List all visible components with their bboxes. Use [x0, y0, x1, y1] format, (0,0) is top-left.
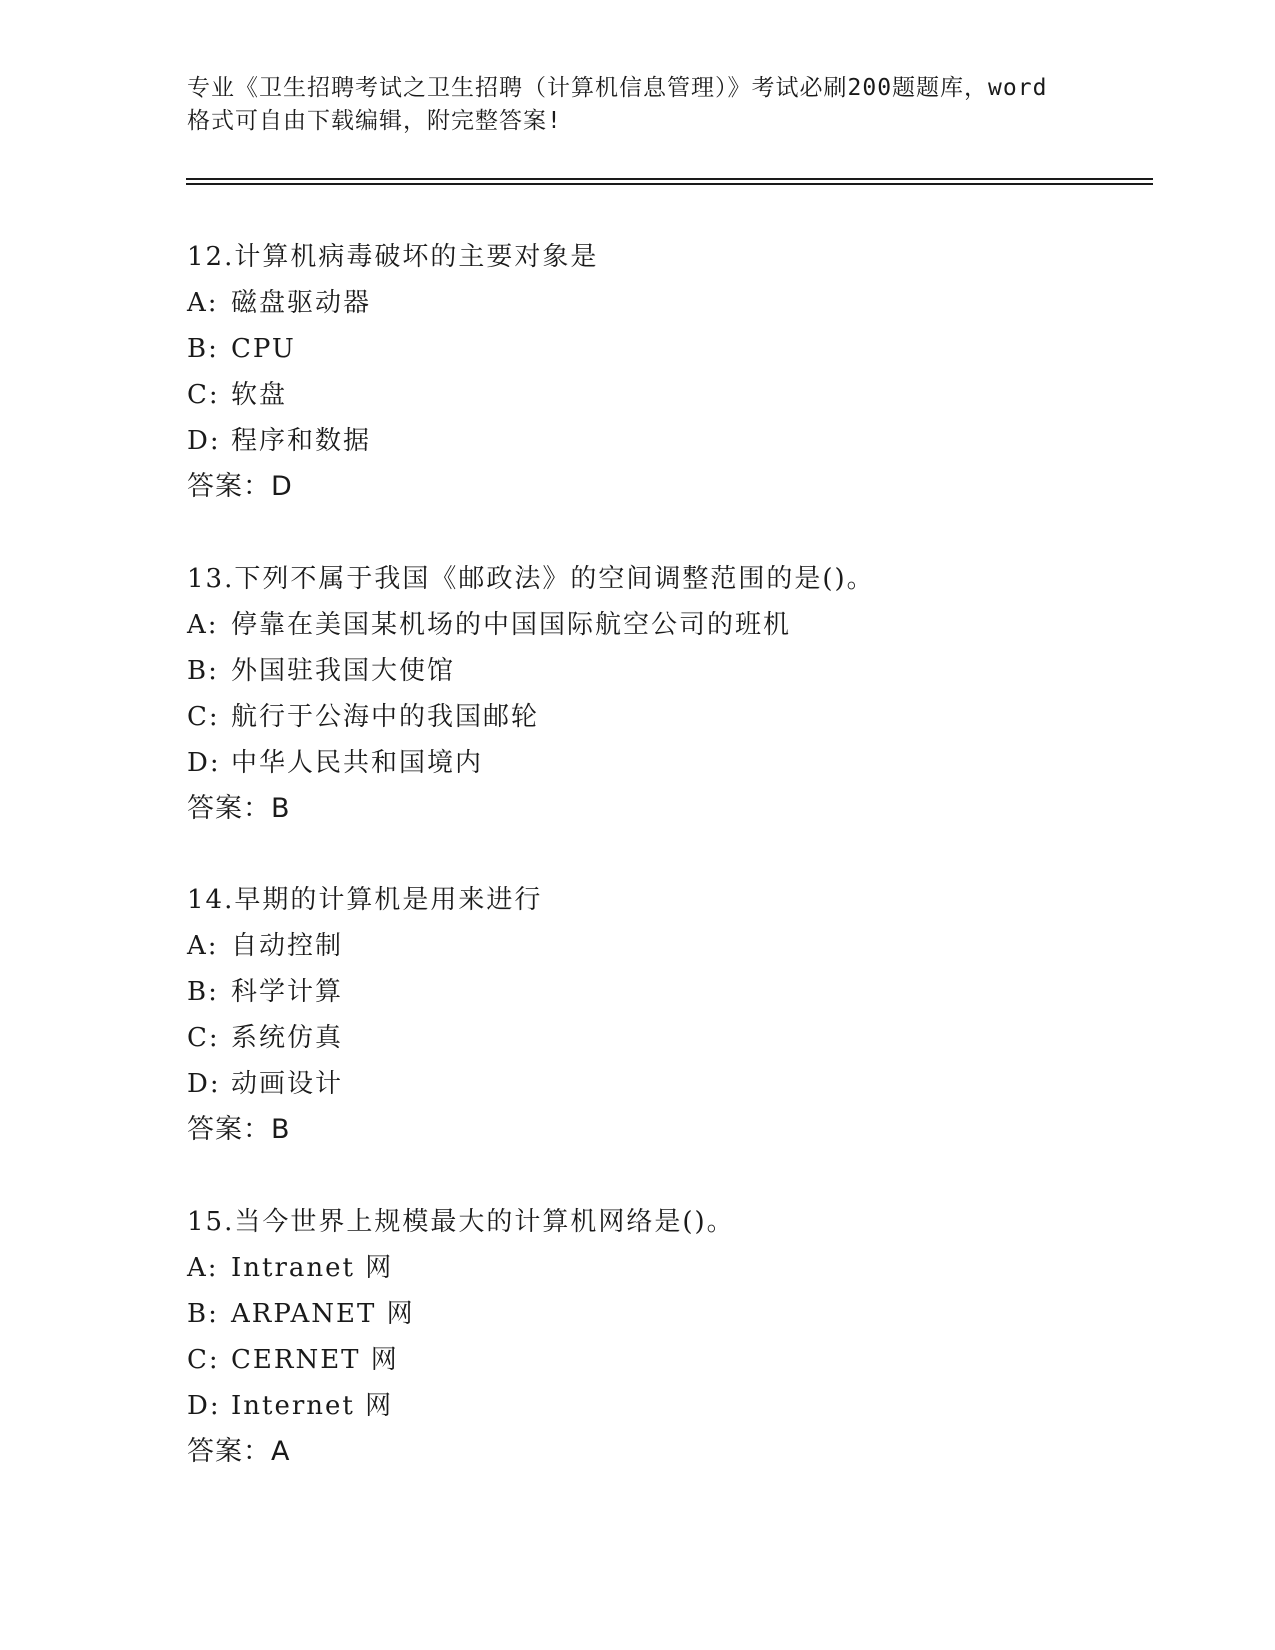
option-letter: C:: [187, 1023, 220, 1053]
question-block: [187, 1199, 1127, 1475]
answer-line: 答案：B: [187, 1114, 291, 1145]
option-c: [187, 1015, 1127, 1061]
question-stem: 13.下列不属于我国《邮政法》的空间调整范围的是()。: [187, 564, 875, 594]
header-divider-bottom: [186, 183, 1153, 185]
question-block: [187, 877, 1127, 1153]
option-b: [187, 969, 1127, 1015]
option-text: 外国驻我国大使馆: [231, 656, 456, 686]
option-text: 航行于公海中的我国邮轮: [231, 702, 540, 732]
question-block: [187, 234, 1127, 510]
option-c: [187, 694, 1127, 740]
option-letter: C:: [187, 380, 220, 410]
option-c: [187, 372, 1127, 418]
option-text: 动画设计: [231, 1069, 344, 1099]
option-letter: A:: [187, 931, 219, 961]
option-letter: D:: [187, 1069, 221, 1099]
option-text: 停靠在美国某机场的中国国际航空公司的班机: [231, 610, 792, 640]
question-block: [187, 556, 1127, 832]
document-header: [187, 72, 1087, 138]
option-letter: C:: [187, 702, 220, 732]
option-a: [187, 280, 1127, 326]
option-letter: D:: [187, 748, 221, 778]
option-b: [187, 326, 1127, 372]
option-text: 程序和数据: [231, 426, 372, 456]
option-a: [187, 923, 1127, 969]
option-letter: B:: [187, 656, 219, 686]
option-letter: B:: [187, 334, 219, 364]
option-letter: D:: [187, 1391, 221, 1421]
option-letter: B:: [187, 1299, 219, 1329]
header-divider-top: [186, 178, 1153, 180]
answer-line: 答案：D: [187, 471, 293, 502]
option-text: ARPANET 网: [231, 1299, 415, 1329]
option-letter: B:: [187, 977, 219, 1007]
question-stem: 15.当今世界上规模最大的计算机网络是()。: [187, 1207, 735, 1237]
option-d: [187, 1383, 1127, 1429]
option-text: 科学计算: [231, 977, 344, 1007]
option-text: Intranet 网: [231, 1253, 394, 1283]
option-text: 磁盘驱动器: [231, 288, 372, 318]
option-a: [187, 602, 1127, 648]
header-line-1: 专业《卫生招聘考试之卫生招聘（计算机信息管理）》考试必刷200题题库，word: [187, 75, 1048, 101]
question-stem: 14.早期的计算机是用来进行: [187, 885, 543, 915]
option-letter: D:: [187, 426, 221, 456]
option-d: [187, 740, 1127, 786]
option-b: [187, 648, 1127, 694]
question-stem: 12.计算机病毒破坏的主要对象是: [187, 242, 599, 272]
option-text: Internet 网: [231, 1391, 394, 1421]
header-line-2: 格式可自由下载编辑，附完整答案!: [187, 108, 562, 134]
option-a: [187, 1245, 1127, 1291]
option-text: 软盘: [231, 380, 288, 410]
option-letter: A:: [187, 1253, 219, 1283]
option-b: [187, 1291, 1127, 1337]
option-letter: A:: [187, 610, 219, 640]
answer-line: 答案：B: [187, 793, 291, 824]
option-letter: A:: [187, 288, 219, 318]
option-text: CERNET 网: [231, 1345, 399, 1375]
option-letter: C:: [187, 1345, 220, 1375]
option-text: 系统仿真: [231, 1023, 344, 1053]
option-text: CPU: [231, 334, 296, 364]
option-text: 中华人民共和国境内: [231, 748, 484, 778]
option-c: [187, 1337, 1127, 1383]
answer-line: 答案：A: [187, 1436, 291, 1467]
option-text: 自动控制: [231, 931, 344, 961]
option-d: [187, 1061, 1127, 1107]
option-d: [187, 418, 1127, 464]
